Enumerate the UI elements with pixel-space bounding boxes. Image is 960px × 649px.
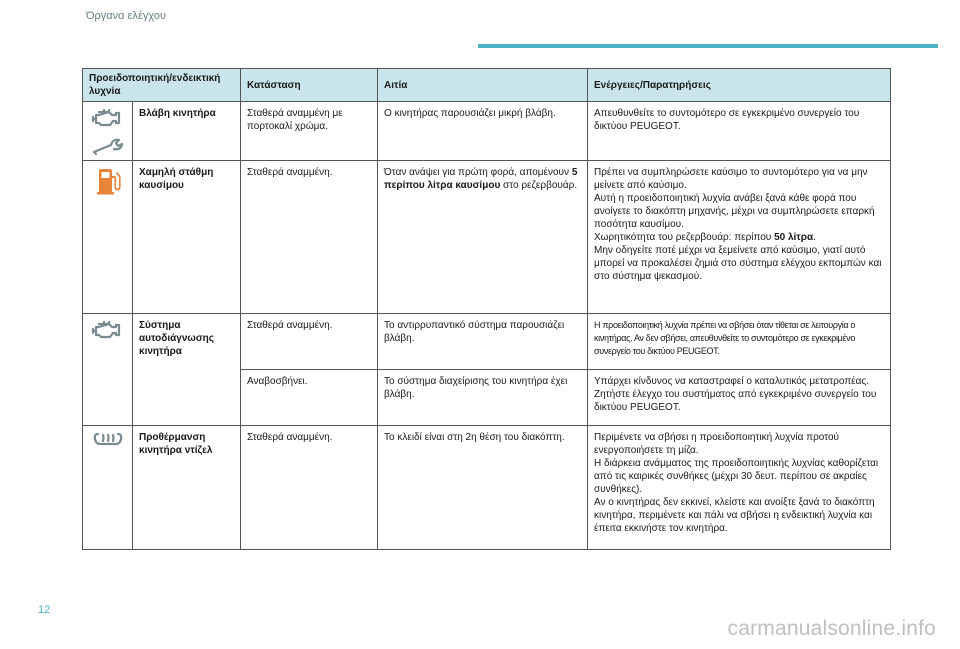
lamp-action bbox=[588, 161, 891, 314]
page-section-title: Όργανα ελέγχου bbox=[86, 10, 166, 22]
glow-plug-icon bbox=[92, 431, 124, 449]
lamp-cause: Το σύστημα διαχείρισης του κινητήρα έχει βλάβη. bbox=[378, 370, 588, 426]
page-number: 12 bbox=[38, 604, 51, 616]
lamp-name: Προθέρμανση κινητήρα ντίζελ bbox=[133, 426, 241, 550]
action-text: Η προειδοποιητική λυχνία πρέπει να σβήσει όταν τίθεται σε λειτουργία ο κινητήρας. Αν δεν σβήσει, απευθυνθείτε το συντομότερο σε εγκεκριμένο συνεργείο του δικτύου PEUGEOT. bbox=[594, 320, 856, 356]
lamp-action bbox=[588, 426, 891, 550]
fuel-pump-icon bbox=[93, 166, 123, 196]
wrench-engine-icon bbox=[91, 107, 125, 129]
table-header-row bbox=[83, 69, 891, 102]
cause-fuel-amount: 5 περίπου λίτρα καυσίμου bbox=[384, 167, 578, 191]
lamp-state: Σταθερά αναμμένη. bbox=[241, 426, 378, 550]
lamp-state: Σταθερά αναμμένη. bbox=[241, 161, 378, 314]
tank-capacity: 50 λίτρα bbox=[774, 232, 814, 243]
cause-text: Όταν ανάψει για πρώτη φορά, απομένουν bbox=[384, 167, 572, 178]
action-paragraph: Αυτή η προειδοποιητική λυχνία ανάβει ξανά κάθε φορά που ανοίγετε το διακόπτη μηχανής, μέχρι να συμπληρώσετε επαρκή ποσότητα καυσίμου. bbox=[594, 193, 875, 230]
table-row bbox=[83, 314, 891, 370]
lamp-cause: Το αντιρρυπαντικό σύστημα παρουσιάζει βλάβη. bbox=[378, 314, 588, 370]
lamp-name: Σύστημα αυτοδιάγνωσης κινητήρα bbox=[133, 314, 241, 426]
column-header-state: Κατάσταση bbox=[241, 69, 378, 102]
action-paragraph: Πρέπει να συμπληρώσετε καύσιμο το συντομότερο για να μην μείνετε από καύσιμο. bbox=[594, 167, 868, 191]
lamp-state: Σταθερά αναμμένη με πορτοκαλί χρώμα. bbox=[241, 102, 378, 161]
lamp-action: Απευθυνθείτε το συντομότερο σε εγκεκριμένο συνεργείο του δικτύου PEUGEOT. bbox=[588, 102, 891, 161]
lamp-cause: Ο κινητήρας παρουσιάζει μικρή βλάβη. bbox=[378, 102, 588, 161]
lamp-name: Βλάβη κινητήρα bbox=[133, 102, 241, 161]
engine-icon bbox=[91, 319, 125, 341]
lamp-state: Σταθερά αναμμένη. bbox=[241, 314, 378, 370]
icon-cell bbox=[83, 426, 133, 550]
table-row bbox=[83, 161, 891, 314]
action-paragraph: Περιμένετε να σβήσει η προειδοποιητική λυχνία προτού ενεργοποιήσετε τη μίζα. bbox=[594, 432, 840, 456]
icon-cell bbox=[83, 314, 133, 426]
lamp-name: Χαμηλή στάθμη καυσίμου bbox=[133, 161, 241, 314]
watermark: carmanualsonline.info bbox=[727, 617, 936, 640]
header-accent-bar bbox=[478, 44, 938, 48]
lamp-action bbox=[588, 314, 891, 370]
icon-cell bbox=[83, 161, 133, 314]
wrench-icon bbox=[91, 137, 125, 155]
icon-cell bbox=[83, 102, 133, 161]
lamp-cause bbox=[378, 161, 588, 314]
action-paragraph: Η διάρκεια ανάμματος της προειδοποιητικής λυχνίας καθορίζεται από τις καιρικές συνθήκες (μέχρι 30 δευτ. περίπου σε ακραίες συνθήκες). bbox=[594, 458, 879, 495]
column-header-cause: Αιτία bbox=[378, 69, 588, 102]
column-header-lamp: Προειδοποιητική/ενδεικτική λυχνία bbox=[83, 69, 241, 102]
table-row bbox=[83, 426, 891, 550]
cause-text: στο ρεζερβουάρ. bbox=[500, 180, 578, 191]
lamp-action: Υπάρχει κίνδυνος να καταστραφεί ο καταλυτικός μετατροπέας. Ζητήστε έλεγχο του συστήματος από εγκεκριμένο συνεργείο του δικτύου PEUGEOT. bbox=[588, 370, 891, 426]
lamp-state: Αναβοσβήνει. bbox=[241, 370, 378, 426]
action-paragraph: Μην οδηγείτε ποτέ μέχρι να ξεμείνετε από καύσιμο, γιατί αυτό μπορεί να προκαλέσει ζημιά στο σύστημα ελέγχου εκπομπών και στο σύστημα ψεκασμού. bbox=[594, 245, 882, 282]
action-paragraph: Χωρητικότητα του ρεζερβουάρ: περίπου 50 λίτρα. bbox=[594, 232, 816, 243]
column-header-action: Ενέργειες/Παρατηρήσεις bbox=[588, 69, 891, 102]
warning-lamps-table bbox=[82, 68, 891, 550]
lamp-cause: Το κλειδί είναι στη 2η θέση του διακόπτη. bbox=[378, 426, 588, 550]
action-paragraph: Αν ο κινητήρας δεν εκκινεί, κλείστε και ανοίξτε ξανά το διακόπτη κινητήρα, περιμένετε και πάλι να σβήσει η ενδεικτική λυχνία και έπειτα εκκινήστε τον κινητήρα. bbox=[594, 497, 875, 534]
table-row bbox=[83, 102, 891, 161]
